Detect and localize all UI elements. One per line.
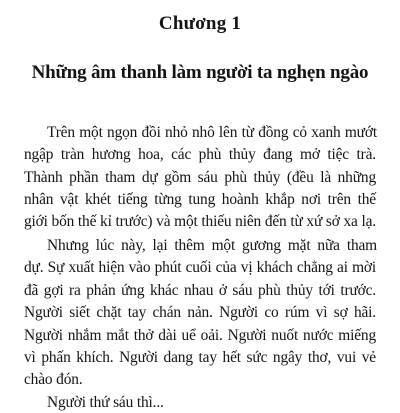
text-line: Thành phần tham dự gồm sáu phù thủy (đều là những (24, 169, 376, 186)
text-line: dự. Sự xuất hiện vào phút cuối của vị khách chẳng ai mời (24, 259, 376, 276)
chapter-heading: Chương 1 (158, 13, 242, 34)
text-line: Người thứ sáu thì... (47, 394, 164, 411)
chapter-title: Những âm thanh làm người ta nghẹn ngào (31, 62, 369, 83)
text-line: Người siết chặt tay chán nản. Người co rúm vì sợ hãi. (24, 304, 376, 321)
text-line: Nhưng lúc này, lại thêm một gương mặt nữa tham (47, 237, 377, 254)
text-line: chào đón. (24, 371, 83, 388)
text-line: giới bốn thế kỉ trước) và một thiếu niên đến từ xứ sở xa lạ. (24, 213, 376, 230)
text-line: ngập tràn hương hoa, các phù thủy đang mở tiệc trà. (24, 146, 376, 163)
text-line: đã gợi ra phản ứng khác nhau ở sáu phù thủy tới trước. (24, 282, 376, 299)
text-line: Trên một ngọn đồi nhỏ nhô lên từ đồng cỏ xanh mướt (47, 124, 377, 141)
text-line: nhân vật khét tiếng từng tung hoành khắp nơi trên thế (24, 191, 376, 208)
text-line: vì phấn khích. Người dang tay hết sức ngây thơ, vui vẻ (24, 349, 376, 366)
text-line: Người nhắm mắt thở dài uể oải. Người nuốt nước miếng (24, 327, 376, 344)
